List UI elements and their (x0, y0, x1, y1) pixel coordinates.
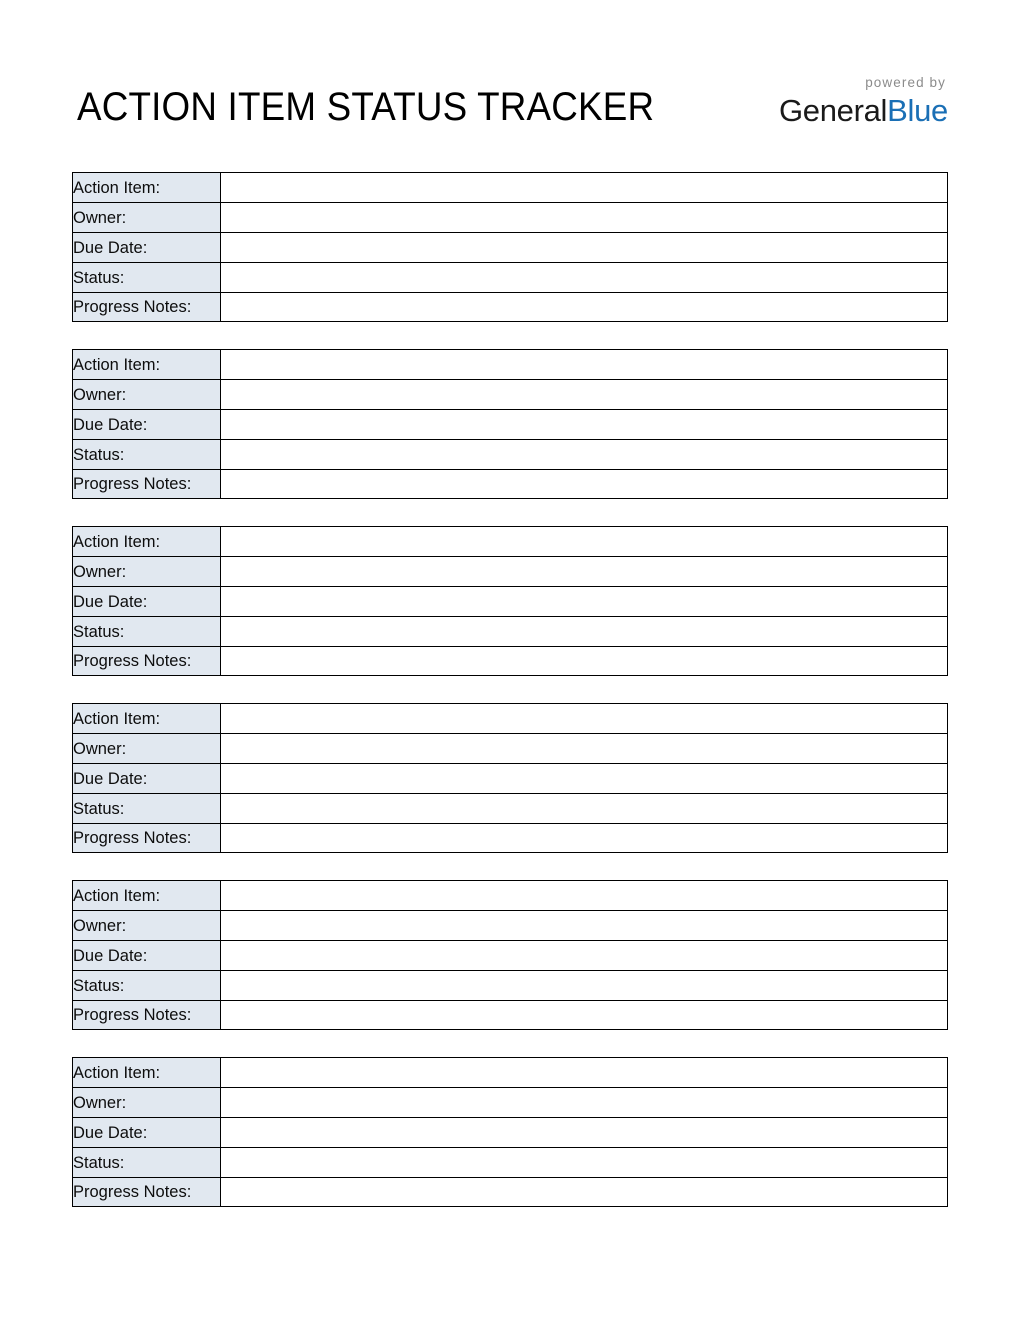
field-value-input[interactable] (221, 172, 948, 202)
field-value-input[interactable] (221, 1057, 948, 1087)
field-value-input[interactable] (221, 1147, 948, 1177)
field-label: Status: (72, 262, 221, 292)
action-item-block (72, 526, 948, 676)
brand-logo (779, 76, 948, 126)
form-row (72, 880, 948, 910)
field-value-input[interactable] (221, 262, 948, 292)
form-row (72, 1087, 948, 1117)
field-label: Status: (72, 439, 221, 469)
field-label: Owner: (72, 379, 221, 409)
field-label: Due Date: (72, 586, 221, 616)
form-row (72, 409, 948, 439)
field-value-input[interactable] (221, 940, 948, 970)
field-value-input[interactable] (221, 1177, 948, 1207)
field-value-input[interactable] (221, 349, 948, 379)
form-row (72, 232, 948, 262)
field-value-input[interactable] (221, 292, 948, 322)
field-label: Progress Notes: (72, 1177, 221, 1207)
form-row (72, 202, 948, 232)
field-label: Status: (72, 616, 221, 646)
field-value-input[interactable] (221, 823, 948, 853)
action-item-block (72, 172, 948, 322)
field-label: Action Item: (72, 703, 221, 733)
field-value-input[interactable] (221, 1087, 948, 1117)
field-label: Action Item: (72, 526, 221, 556)
field-value-input[interactable] (221, 202, 948, 232)
field-value-input[interactable] (221, 616, 948, 646)
field-label: Action Item: (72, 880, 221, 910)
form-row (72, 1117, 948, 1147)
form-row (72, 1147, 948, 1177)
form-row (72, 910, 948, 940)
page-title: ACTION ITEM STATUS TRACKER (77, 85, 655, 129)
form-row (72, 292, 948, 322)
form-row (72, 469, 948, 499)
brand-name-blue: Blue (887, 92, 948, 128)
field-label: Status: (72, 1147, 221, 1177)
field-label: Progress Notes: (72, 1000, 221, 1030)
field-label: Due Date: (72, 763, 221, 793)
form-row (72, 1177, 948, 1207)
form-row (72, 823, 948, 853)
field-value-input[interactable] (221, 556, 948, 586)
field-label: Progress Notes: (72, 469, 221, 499)
field-value-input[interactable] (221, 646, 948, 676)
brand-powered-by-label: powered by (865, 75, 946, 90)
field-value-input[interactable] (221, 793, 948, 823)
field-label: Owner: (72, 1087, 221, 1117)
form-row (72, 349, 948, 379)
form-row (72, 262, 948, 292)
form-row (72, 379, 948, 409)
action-item-block (72, 703, 948, 853)
field-label: Status: (72, 793, 221, 823)
form-row (72, 1057, 948, 1087)
field-value-input[interactable] (221, 763, 948, 793)
field-label: Due Date: (72, 409, 221, 439)
field-value-input[interactable] (221, 439, 948, 469)
field-value-input[interactable] (221, 379, 948, 409)
field-value-input[interactable] (221, 232, 948, 262)
field-value-input[interactable] (221, 970, 948, 1000)
field-value-input[interactable] (221, 703, 948, 733)
brand-name (778, 92, 948, 128)
field-value-input[interactable] (221, 910, 948, 940)
form-row (72, 646, 948, 676)
field-value-input[interactable] (221, 469, 948, 499)
field-value-input[interactable] (221, 586, 948, 616)
field-label: Progress Notes: (72, 823, 221, 853)
form-row (72, 763, 948, 793)
action-item-blocks (72, 172, 948, 1207)
action-item-block (72, 880, 948, 1030)
page-header (0, 0, 1020, 150)
field-label: Owner: (72, 556, 221, 586)
form-row (72, 586, 948, 616)
field-label: Progress Notes: (72, 646, 221, 676)
form-row (72, 703, 948, 733)
field-label: Owner: (72, 202, 221, 232)
field-value-input[interactable] (221, 409, 948, 439)
field-label: Due Date: (72, 940, 221, 970)
field-label: Action Item: (72, 1057, 221, 1087)
field-label: Owner: (72, 733, 221, 763)
form-row (72, 733, 948, 763)
form-row (72, 439, 948, 469)
form-row (72, 556, 948, 586)
field-label: Progress Notes: (72, 292, 221, 322)
field-value-input[interactable] (221, 526, 948, 556)
field-label: Action Item: (72, 349, 221, 379)
form-row (72, 970, 948, 1000)
field-value-input[interactable] (221, 733, 948, 763)
field-label: Due Date: (72, 232, 221, 262)
form-row (72, 793, 948, 823)
field-label: Due Date: (72, 1117, 221, 1147)
field-label: Status: (72, 970, 221, 1000)
field-value-input[interactable] (221, 880, 948, 910)
field-label: Action Item: (72, 172, 221, 202)
form-row (72, 940, 948, 970)
action-item-block (72, 349, 948, 499)
field-label: Owner: (72, 910, 221, 940)
form-row (72, 172, 948, 202)
form-row (72, 1000, 948, 1030)
field-value-input[interactable] (221, 1117, 948, 1147)
form-row (72, 616, 948, 646)
field-value-input[interactable] (221, 1000, 948, 1030)
form-row (72, 526, 948, 556)
brand-name-general: General (778, 92, 888, 128)
action-item-block (72, 1057, 948, 1207)
